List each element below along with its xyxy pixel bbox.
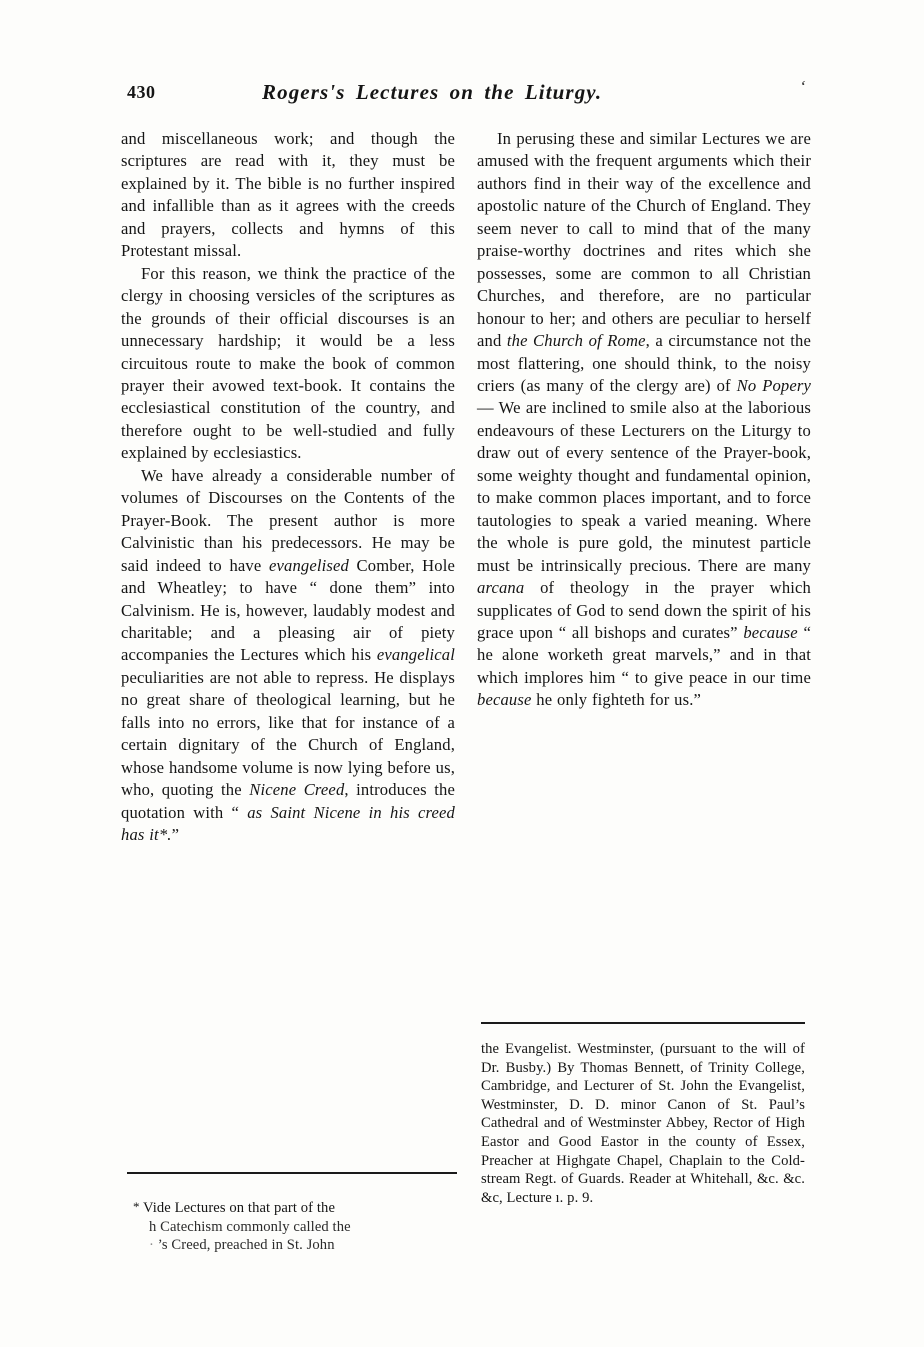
- emphasis-text: Nicene Creed: [249, 780, 345, 800]
- footnote-line: * Vide Lectures on that part of the: [133, 1199, 336, 1216]
- right-footnote-paragraph: the Evangelist. Westminster, (pursuant to the will of Dr. Busby.) By Thomas Bennett, of Trinity College, Cambridge, and Lecturer of St. John the Evangelist, Westminster, D. D. minor Canon of St. Paul’s Cathedral and of Westminster Abbey, Rector of High Eastor and Good Eastor in the county of Essex, Preacher at Highgate Chapel, Chaplain to the Cold-stream Regt. of Guards. Reader at Whitehall, &c. &c. &c, Lecture ı. p. 9.: [481, 1041, 805, 1206]
- right-footnote-text: [481, 1040, 805, 1207]
- footnote-marker: *: [133, 1199, 143, 1214]
- right-footnote-rule: [481, 1022, 805, 1024]
- body-text-run: , a circumstance not the most flattering, one should think, to the noisy criers (as many of the clergy are) of: [477, 331, 811, 395]
- page-folio-number: 430: [127, 82, 156, 102]
- body-text-run: For this reason, we think the practice of the clergy in choosing versicles of the scriptures as the grounds of their official discourses is an unnecessary hardship; it would be a less circuitous route to make the book of common prayer their avowed text-book. It contains the ecclesiastical constitution of the country, and therefore ought to be well-studied and fully explained by ecclesiastics.: [121, 263, 455, 463]
- right-column-body: [477, 128, 811, 712]
- emphasis-text: as Saint Nicene in his creed has it*.: [121, 802, 456, 845]
- left-column: [121, 128, 455, 847]
- left-footnote-rule: [127, 1172, 457, 1174]
- emphasis-text: the Church of Rome: [506, 331, 646, 351]
- footnote-line: · ’s Creed, preached in St. John: [149, 1237, 335, 1254]
- running-head: [0, 76, 924, 112]
- margin-tick-mark: ‘: [798, 76, 808, 97]
- body-text-run: Comber, Hole and Wheatley; to have “ done them” into Calvinism. He is, however, laudably modest and charitable; and a pleasing air of piety accompanies the Lectures which his: [121, 555, 455, 665]
- running-title: Rogers's Lectures on the Liturgy.: [262, 80, 603, 104]
- body-text-run: ”: [171, 825, 180, 845]
- left-footnote-text: [127, 1198, 457, 1255]
- body-text-run: he only fighteth for us.”: [531, 690, 702, 710]
- emphasis-text: evangelised: [268, 555, 349, 575]
- right-footnote-block: [481, 1022, 805, 1207]
- body-text-run: In perusing these and similar Lectures we are amused with the frequent arguments which their authors find in their way of the excellence and apostolic nature of the Church of England. They seem never to call to mind that of the many praise-worthy doctrines and rites which she possesses, some are common to all Christian Churches, and therefore, are no particular honour to her; and others are peculiar to herself and: [477, 129, 811, 351]
- body-text-run: “ he alone worketh great marvels,” and in that which implores him “ to give peace in our time: [477, 622, 811, 687]
- body-text-run: — We are inclined to smile also at the laborious endeavours of these Lecturers on the Liturgy to draw out of every sentence of the Prayer-book, some weighty thought and fundamental opinion, to make common places important, and to force tautologies to speak a varied meaning. Where the whole is pure gold, the minutest particle must be intrinsically precious. There are many: [477, 398, 811, 575]
- emphasis-text: because: [477, 690, 532, 710]
- body-text-run: , introduces the quotation with “: [121, 780, 455, 822]
- body-text-run: and miscellaneous work; and though the scriptures are read with it, they must be explained by it. The bible is no further inspired and infallible than as it agrees with the creeds and prayers, collects and hymns of this Protestant missal.: [121, 129, 455, 261]
- body-text-run: peculiarities are not able to repress. He displays no great share of theological learning, but he falls into no errors, like that for instance of a certain dignitary of the Church of England, whose handsome volume is now lying before us, who, quoting the: [121, 667, 455, 800]
- body-text-run: of theology in the prayer which supplicates of God to send down the spirit of his grace upon “ all bishops and curates”: [477, 578, 811, 642]
- paragraph: [121, 263, 455, 465]
- paragraph: [121, 465, 455, 847]
- emphasis-text: No Popery: [736, 375, 812, 395]
- footnote-faded-lead: ·: [149, 1237, 158, 1254]
- body-text-run: We have already a considerable number of volumes of Discourses on the Contents of the Prayer-Book. The present author is more Calvinistic than his predecessors. He may be said indeed to have: [121, 465, 455, 575]
- left-column-body: [121, 128, 455, 847]
- footnote-line: h Catechism commonly called the: [149, 1218, 351, 1235]
- emphasis-text: arcana: [477, 578, 525, 598]
- paragraph: [477, 128, 811, 712]
- emphasis-text: because: [743, 622, 798, 642]
- paragraph: [121, 128, 455, 263]
- emphasis-text: evangelical: [376, 645, 455, 665]
- left-footnote-block: [127, 1172, 457, 1255]
- right-column: [477, 128, 811, 712]
